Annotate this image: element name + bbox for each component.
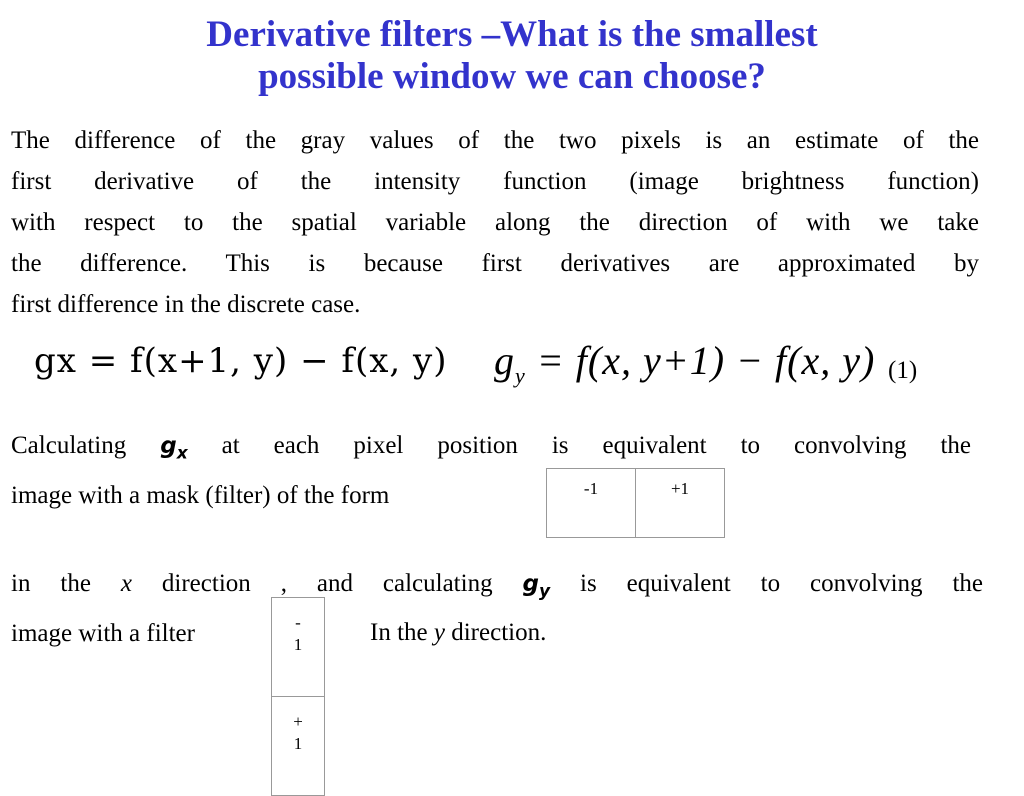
- mask-y-cell-bottom: 1: [293, 635, 303, 654]
- intro-line-5: first difference in the discrete case.: [11, 291, 361, 318]
- gy-symbol-base: g: [522, 571, 539, 597]
- equation-gx: gx = f(x+1, y) − f(x, y): [34, 341, 448, 381]
- equation-gy-base: g: [494, 338, 515, 383]
- y-direction-start: In the: [370, 619, 428, 646]
- intro-line-2: first derivative of the intensity function (image brightness function): [11, 168, 979, 195]
- gy-symbol-sub: y: [538, 581, 551, 602]
- y-direction-label: [370, 615, 546, 651]
- gy-symbol: [522, 571, 551, 602]
- mask-y-row: [272, 697, 325, 796]
- mask-y-cell-top: +: [293, 712, 303, 731]
- mask-y-cell-bottom: 1: [293, 734, 303, 753]
- intro-paragraph: [11, 120, 979, 325]
- equation-gy-rhs: = f(x, y+1) − f(x, y): [525, 338, 876, 383]
- mask-y-cell: [272, 598, 325, 697]
- intro-line-1: The difference of the gray values of the two pixels is an estimate of the: [11, 127, 979, 154]
- gx-line-2: image with a mask (filter) of the form: [11, 481, 390, 509]
- gy-line-1-end: is equivalent to convolving the: [580, 570, 984, 597]
- mask-y-table: [271, 597, 325, 796]
- gx-symbol-sub: x: [176, 443, 188, 464]
- gx-symbol-base: g: [160, 433, 177, 459]
- gy-line-1-mid: direction , and calculating: [161, 570, 493, 597]
- mask-x-table: [546, 468, 725, 538]
- title-line-1: Derivative filters –What is the smallest: [206, 14, 818, 55]
- mask-x-cell: -1: [547, 469, 636, 538]
- mask-y-cell-top: -: [295, 613, 301, 632]
- gx-paragraph: [11, 425, 971, 516]
- equation-number: (1): [888, 357, 918, 384]
- gx-symbol: [160, 433, 188, 464]
- gx-line-1-end: at each pixel position is equivalent to convolving the: [221, 432, 971, 459]
- equation-gy-sub: y: [515, 363, 526, 388]
- y-direction-end: direction.: [451, 619, 547, 646]
- slide-title: [0, 14, 1024, 98]
- title-line-2: possible window we can choose?: [258, 56, 766, 97]
- gy-line-1-start: in the: [11, 570, 91, 597]
- gy-line-1-x: x: [120, 570, 132, 597]
- intro-line-3: with respect to the spatial variable along the direction of with we take: [11, 209, 979, 236]
- gy-line-1: [11, 563, 983, 613]
- mask-x-cell: +1: [636, 469, 725, 538]
- gx-line-1: [11, 425, 971, 475]
- mask-y-cell: [272, 697, 325, 796]
- intro-line-4: the difference. This is because first derivatives are approximated by: [11, 250, 979, 277]
- mask-y-row: [272, 598, 325, 697]
- equation-gy: [494, 336, 875, 401]
- gy-line-2: image with a filter: [11, 619, 195, 647]
- gx-line-1-start: Calculating: [11, 432, 127, 459]
- y-direction-y: y: [433, 619, 445, 646]
- mask-x-row: [547, 469, 725, 538]
